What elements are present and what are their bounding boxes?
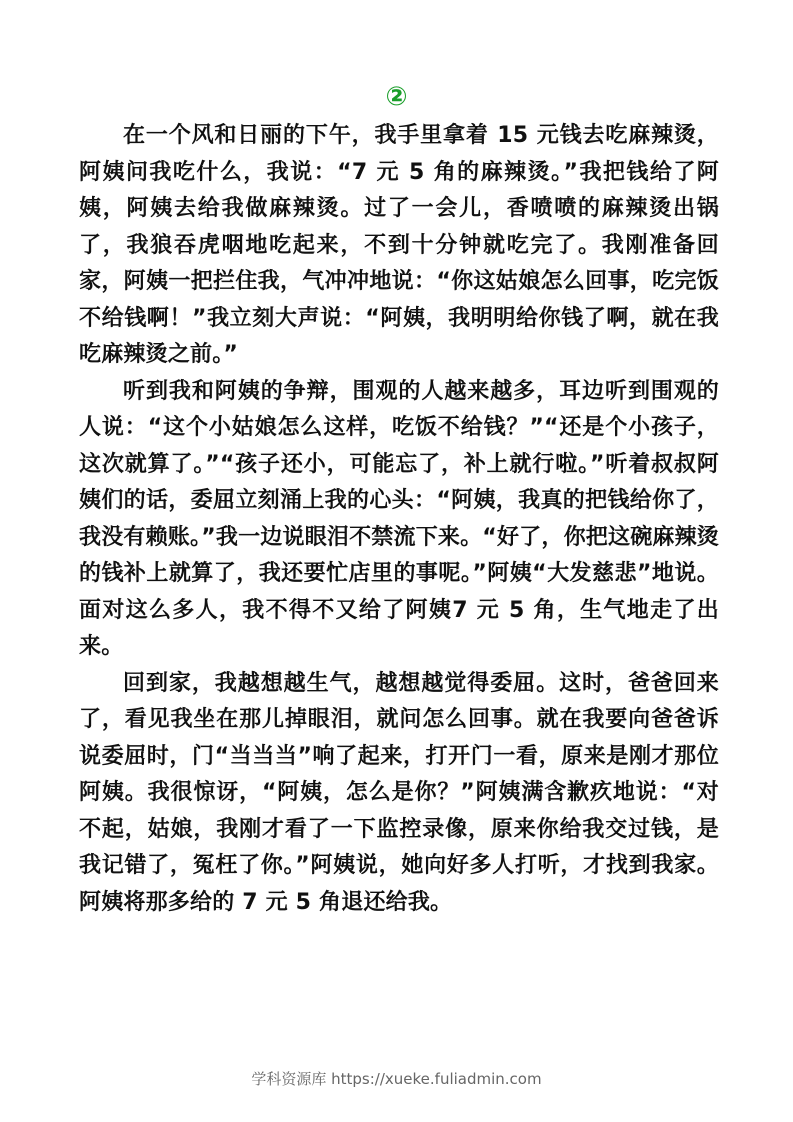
paragraph-1: 在一个风和日丽的下午，我手里拿着 15 元钱去吃麻辣烫，阿姨问我吃什么，我说：“7 元 5 角的麻辣烫。”我把钱给了阿姨，阿姨去给我做麻辣烫。过了一会儿，香喷喷的麻辣烫出锅了，我狼吞虎咽地吃起来，不到十分钟就吃完了。我刚准备回家，阿姨一把拦住我，气冲冲地说：“你这姑娘怎么回事，吃完饭不给钱啊！”我立刻大声说：“阿姨，我明明给你钱了啊，就在我吃麻辣烫之前。” [79, 123, 719, 367]
footer-watermark: 学科资源库 https://xueke.fuliadmin.com [251, 1070, 542, 1088]
paragraph-3: 回到家，我越想越生气，越想越觉得委屈。这时，爸爸回来了，看见我坐在那儿掉眼泪，就问怎么回事。就在我要向爸爸诉说委屈时，门“当当当”响了起来，打开门一看，原来是刚才那位阿姨。我很惊讶，“阿姨，怎么是你？”阿姨满含歉疚地说：“对不起，姑娘，我刚才看了一下监控录像，原来你给我交过钱，是我记错了，冤枉了你。”阿姨说，她向好多人打听，才找到我家。阿姨将那多给的 7 元 5 角退还给我。 [79, 670, 719, 915]
essay-body [79, 118, 719, 921]
paragraph-2: 听到我和阿姨的争辩，围观的人越来越多，耳边听到围观的人说：“这个小姑娘怎么这样，吃饭不给钱？”“还是个小孩子，这次就算了。”“孩子还小，可能忘了，补上就行啦。”听着叔叔阿姨们的话，委屈立刻涌上我的心头：“阿姨，我真的把钱给你了，我没有赖账。”我一边说眼泪不禁流下来。“好了，你把这碗麻辣烫的钱补上就算了，我还要忙店里的事呢。”阿姨“大发慈悲”地说。面对这么多人，我不得不又给了阿姨7 元 5 角，生气地走了出来。 [79, 378, 719, 659]
section-number-marker: ② [385, 82, 408, 112]
